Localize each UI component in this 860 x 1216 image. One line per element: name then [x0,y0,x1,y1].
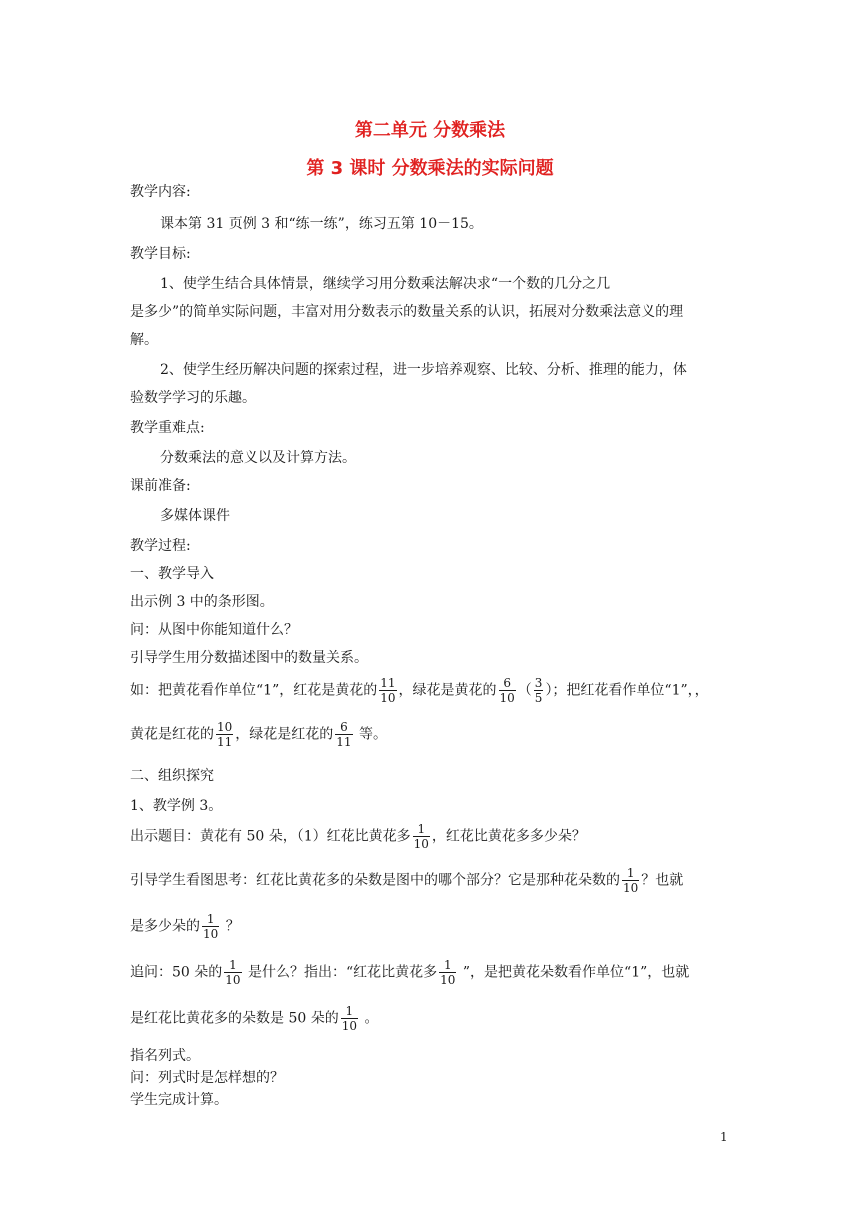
goal-1-line-1: 1、使学生结合具体情景，继续学习用分数乘法解决求“一个数的几分之几 [160,276,611,292]
fraction: $\frac{10}{11}$ [217,720,233,749]
question-line-5: 是红花比黄花多的朵数是 50 朵的 $\frac{1}{10}$ 。 [130,1004,379,1033]
fraction: $\frac{1}{10}$ [623,866,639,895]
fraction: $\frac{11}{10}$ [380,676,396,705]
fraction: $\frac{1}{10}$ [225,958,241,987]
step-line-3: 学生完成计算。 [130,1092,228,1108]
intro-line-2: 问：从图中你能知道什么？ [130,622,298,638]
text-key-points: 分数乘法的意义以及计算方法。 [160,450,356,466]
step-line-2: 问：列式时是怎样想的？ [130,1070,284,1086]
heading-process: 教学过程: [130,538,191,554]
section-explore: 二、组织探究 [130,768,214,784]
example-line-2: 黄花是红花的 $\frac{10}{11}$ ，绿花是红花的 $\frac{6}{11}$ 等。 [130,720,388,749]
fraction: $\frac{1}{10}$ [413,822,429,851]
heading-content: 教学内容: [130,184,191,200]
heading-preparation: 课前准备: [130,478,191,494]
question-line-1: 出示题目：黄花有 50 朵，（1）红花比黄花多 $\frac{1}{10}$ ，红花比黄花多多少朵？ [130,822,586,851]
goal-1-line-3: 解。 [130,332,158,348]
question-line-2: 引导学生看图思考：红花比黄花多的朵数是图中的哪个部分？它是那种花朵数的 $\frac{1}{10}$ ？也就 [130,866,684,895]
unit-title: 第二单元 分数乘法 [354,120,506,141]
goal-1-line-2: 是多少”的简单实际问题，丰富对用分数表示的数量关系的认识，拓展对分数乘法意义的理 [130,304,684,320]
fraction: $\frac{3}{5}$ [534,676,543,705]
intro-line-3: 引导学生用分数描述图中的数量关系。 [130,650,368,666]
fraction: $\frac{6}{11}$ [336,720,352,749]
text-content: 课本第 31 页例 3 和“练一练”，练习五第 10－15。 [160,216,483,232]
text-preparation: 多媒体课件 [160,508,230,524]
section-intro: 一、教学导入 [130,566,214,582]
heading-key-points: 教学重难点: [130,420,205,436]
fraction: $\frac{6}{10}$ [499,676,515,705]
goal-2-line-2: 验数学学习的乐趣。 [130,390,256,406]
goal-2-line-1: 2、使学生经历解决问题的探索过程，进一步培养观察、比较、分析、推理的能力，体 [160,362,687,378]
fraction: $\frac{1}{10}$ [440,958,456,987]
lesson-title: 第 3 课时 分数乘法的实际问题 [306,158,554,179]
fraction: $\frac{1}{10}$ [203,912,219,941]
question-line-4: 追问：50 朵的 $\frac{1}{10}$ 是什么？指出：“红花比黄花多 $\frac{1}{10}$ ”，是把黄花朵数看作单位“1”，也就 [130,958,690,987]
fraction: $\frac{1}{10}$ [341,1004,357,1033]
heading-goals: 教学目标: [130,246,191,262]
intro-line-1: 出示例 3 中的条形图。 [130,594,274,610]
explore-item-1: 1、教学例 3。 [130,798,223,814]
step-line-1: 指名列式。 [130,1048,200,1064]
page-number: 1 [720,1130,728,1144]
question-line-3: 是多少朵的 $\frac{1}{10}$ ？ [130,912,240,941]
example-line-1: 如：把黄花看作单位“1”，红花是黄花的 $\frac{11}{10}$ ，绿花是黄花的 $\frac{6}{10}$ （ $\frac{3}{5}$ ）；把红花看作单位“1”，， [130,676,709,705]
